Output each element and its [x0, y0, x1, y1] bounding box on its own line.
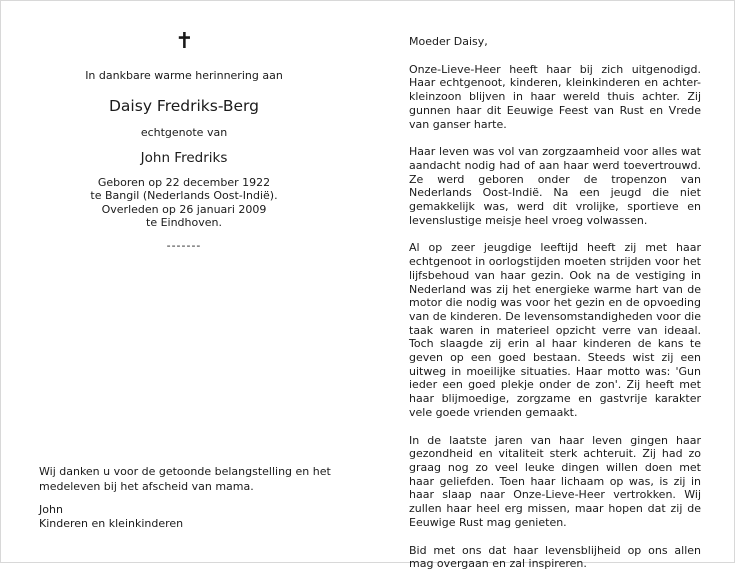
life-dates	[39, 176, 329, 230]
death-place-line: te Eindhoven.	[146, 216, 222, 230]
cross-icon: ✝	[175, 29, 194, 54]
right-panel	[409, 35, 701, 571]
spouse-label: echtgenote van	[140, 126, 228, 140]
greeting: Moeder Daisy,	[409, 35, 488, 48]
signoff	[39, 503, 339, 531]
left-panel	[39, 29, 329, 253]
spouse-name: John Fredriks	[140, 149, 228, 166]
thanks-line: medeleven bij het afscheid van mama.	[39, 480, 254, 493]
paragraph: Onze-Lieve-Heer heeft haar bij zich uitgenodigd. Haar echtgenoot, kinderen, kleinkinderen en achter-kleinzoon blijven in haar wereld thuis achter. Zij gunnen haar dit Eeuwige Feest van Rust en Vrede van ganser harte.	[409, 62, 701, 131]
paragraph: Al op zeer jeugdige leeftijd heeft zij met haar echtgenoot in oorlogstijden moeten strijden voor het lijfsbehoud van haar gezin. Ook na de vestiging in Nederland was zij het energieke warme hart van de motor die nodig was voor het gezin en de opvoeding van de kinderen. De levensomstandigheden voor die taak waren in materieel opzicht verre van ideaal. Toch slaagde zij erin al haar kinderen de kans te geven op een goed bestaan. Steeds wist zij een uitweg in moeilijke situaties. Haar motto was: 'Gun ieder een goed plekje onder de zon'. Zij heeft met haar blijmoedige, zorgzame en gastvrije karakter vele goede vrienden gemaakt.	[409, 241, 701, 419]
paragraph: In de laatste jaren van haar leven gingen haar gezondheid en vitaliteit sterk achteruit. Zij had zo graag nog zo veel leuke dingen willen doen met haar geliefden. Toen haar lichaam op was, is zij in haar slaap naar Onze-Lieve-Heer vertrokken. Wij zullen haar heel erg missen, maar hopen dat zij de Eeuwige Rust mag genieten.	[409, 433, 701, 529]
signoff-line: Kinderen en kleinkinderen	[39, 517, 184, 530]
paragraph: Haar leven was vol van zorgzaamheid voor alles wat aandacht nodig had of aan haar werd toevertrouwd. Ze werd geboren onder de tropenzon van Nederlands Oost-Indië. Na een jeugd die niet gemakkelijk was, werd dit vrolijke, sportieve en levenslustige meisje heel vroeg volwassen.	[409, 145, 701, 227]
birth-date-line: Geboren op 22 december 1922	[97, 175, 271, 189]
separator: -------	[166, 239, 202, 253]
death-date-line: Overleden op 26 januari 2009	[101, 202, 267, 216]
birth-place-line: te Bangil (Nederlands Oost-Indië).	[90, 189, 278, 203]
thanks-line: Wij danken u voor de getoonde belangstelling en het	[39, 465, 331, 478]
paragraph: Bid met ons dat haar levensblijheid op ons allen mag overgaan en zal inspireren.	[409, 543, 701, 571]
intro-text: In dankbare warme herinnering aan	[85, 69, 283, 82]
signoff-line: John	[39, 503, 63, 516]
deceased-name: Daisy Fredriks-Berg	[109, 97, 259, 116]
thanks-text	[39, 464, 339, 494]
